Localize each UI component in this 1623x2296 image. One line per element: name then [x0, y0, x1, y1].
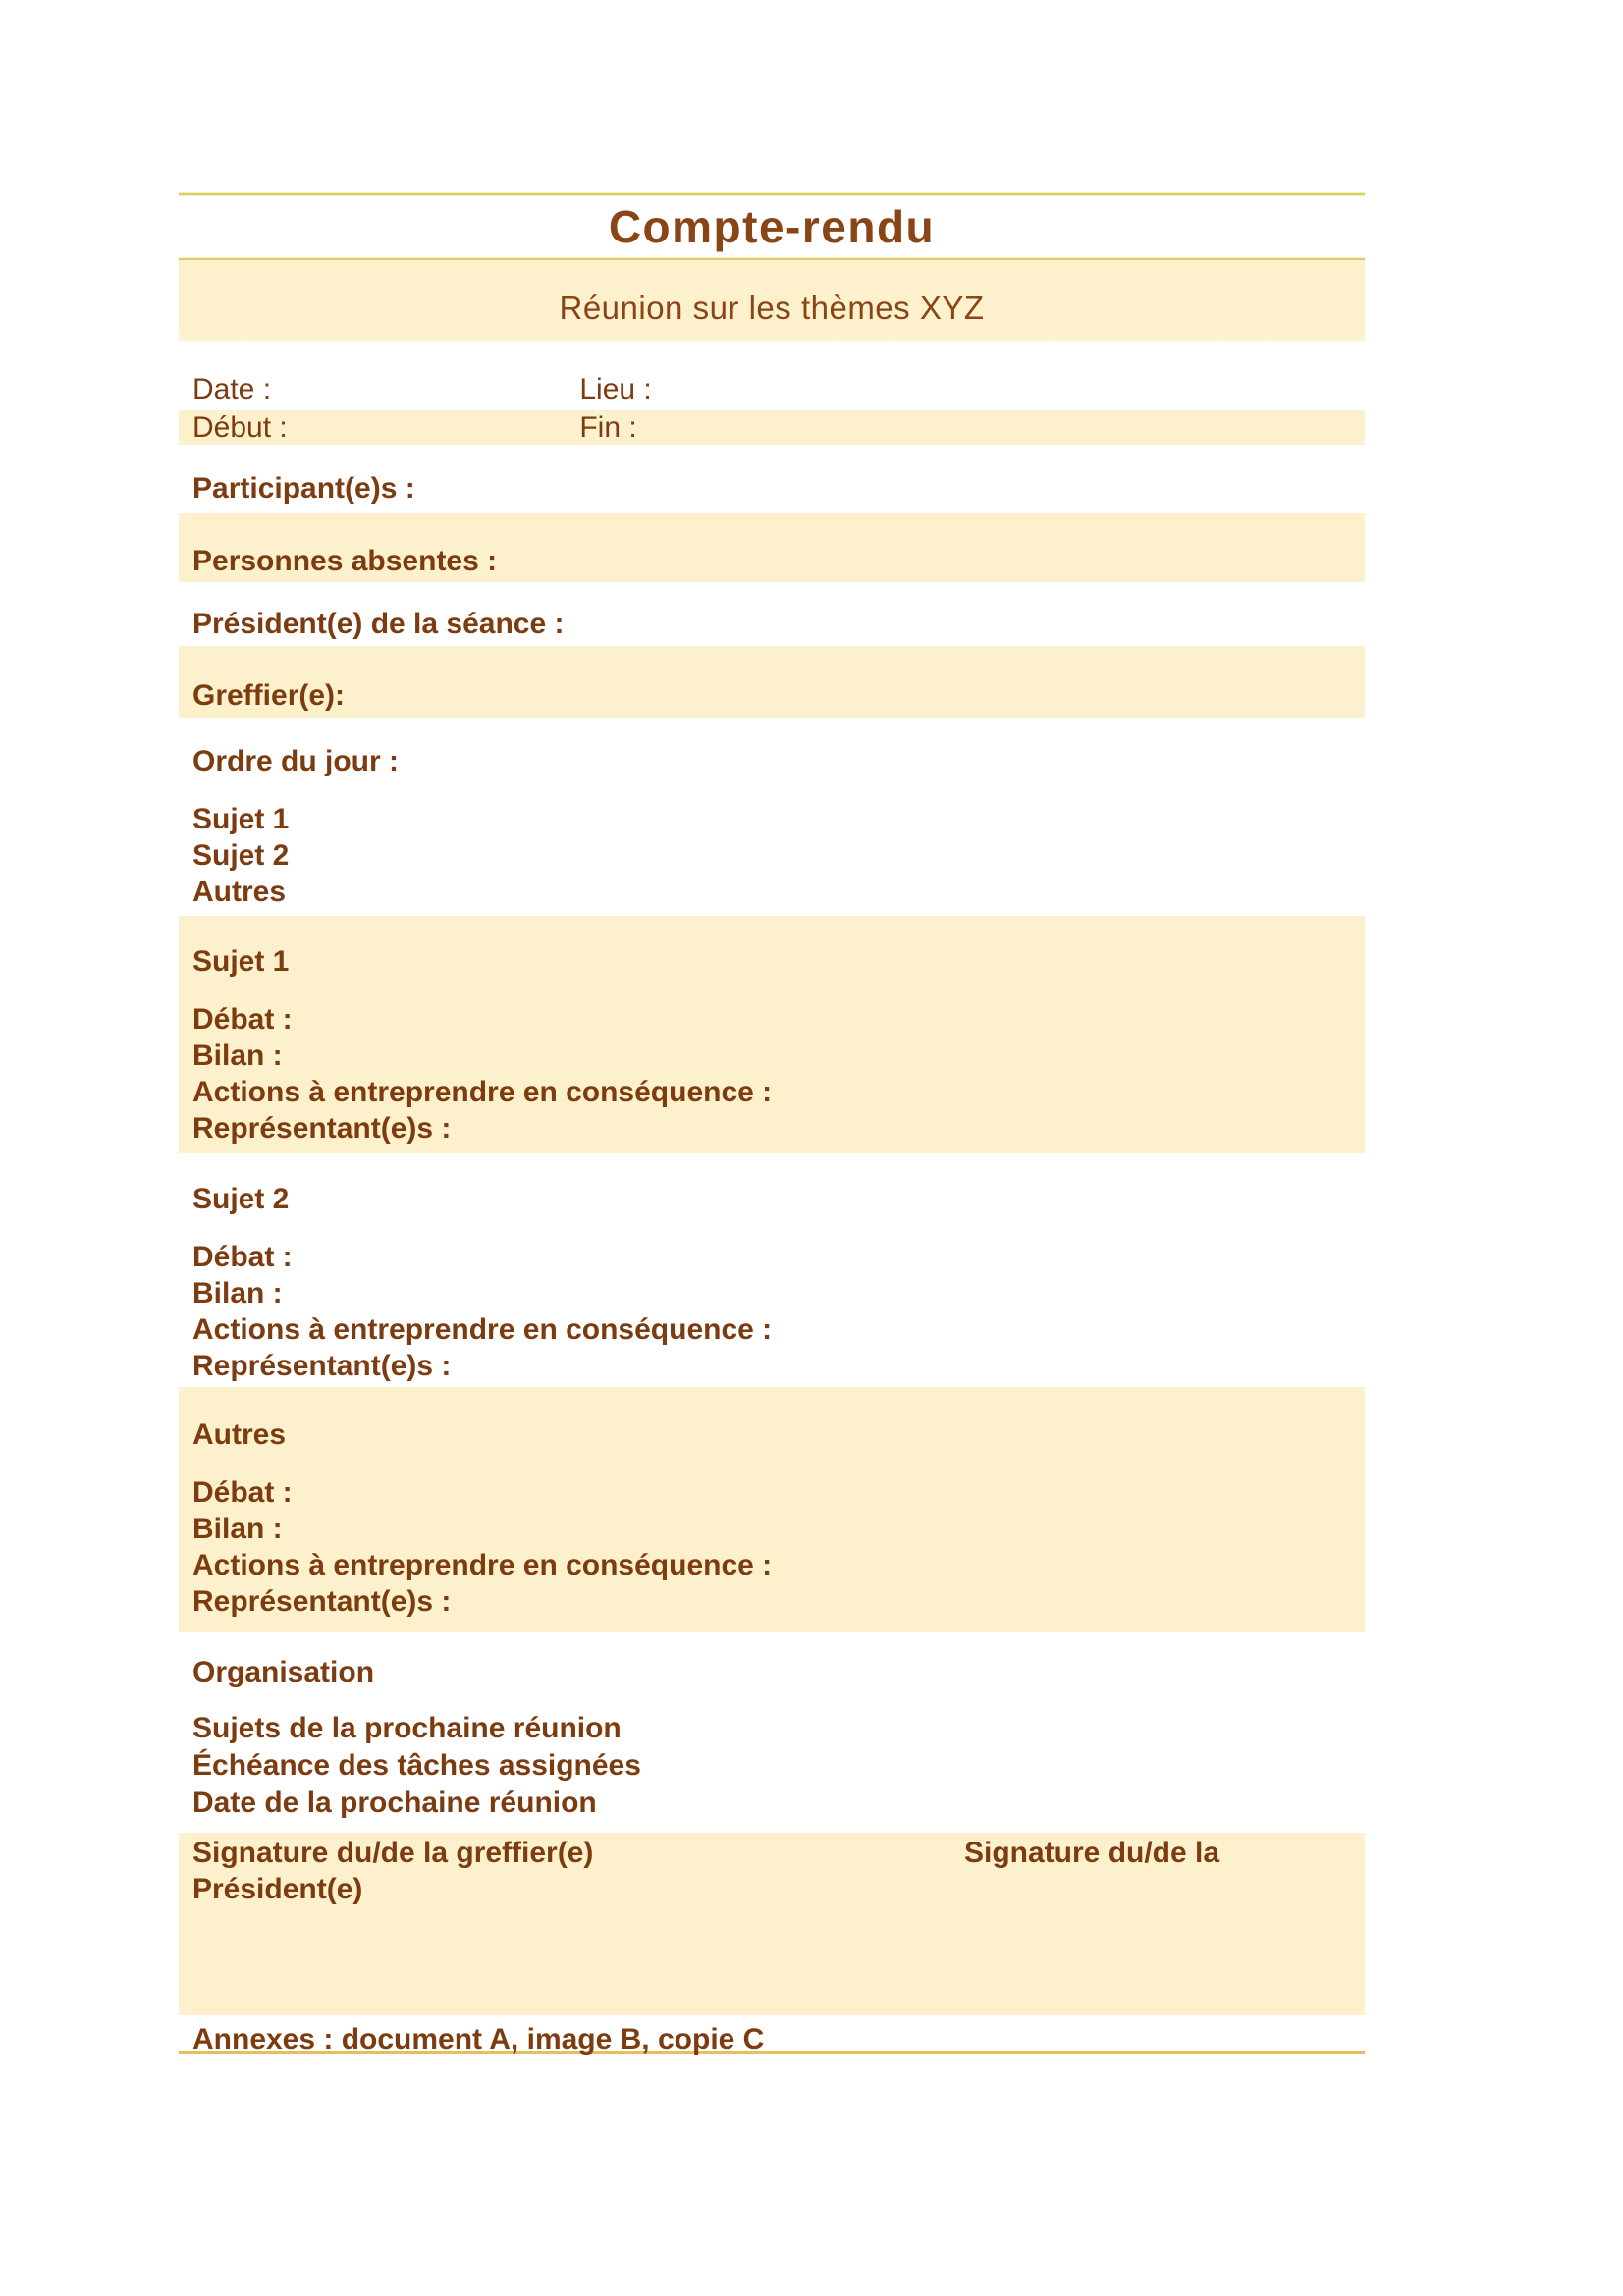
topic-line: Débat :: [192, 1241, 293, 1273]
signatures-section: [179, 1833, 1365, 2015]
date-lieu-line: [192, 371, 1365, 407]
page-title: Compte-rendu: [608, 201, 936, 252]
document-body: [179, 193, 1365, 2054]
topic-autres-heading: Autres: [192, 1418, 287, 1451]
organisation-heading: Organisation: [192, 1656, 375, 1688]
agenda-list: [192, 801, 1365, 910]
organisation-item: Date de la prochaine réunion: [192, 1787, 597, 1819]
topic-autres-lines: [192, 1474, 1365, 1620]
topic-line: Actions à entreprendre en conséquence :: [192, 1549, 773, 1581]
president-row: [179, 582, 1365, 646]
signature-line-2: [192, 1871, 1365, 1907]
signature-president-label-part1: Signature du/de la: [964, 1837, 1220, 1869]
topic-autres-section: [179, 1387, 1365, 1632]
subtitle-band: [179, 260, 1365, 342]
lieu-label: Lieu :: [579, 373, 652, 405]
organisation-item: Sujets de la prochaine réunion: [192, 1712, 622, 1744]
topic-1-section: [179, 916, 1365, 1153]
topic-line: Bilan :: [192, 1513, 283, 1545]
date-label: Date :: [192, 373, 272, 405]
topic-line: Représentant(e)s :: [192, 1585, 452, 1618]
absentes-row: [179, 513, 1365, 582]
topic-line: Représentant(e)s :: [192, 1350, 452, 1382]
agenda-item: Autres: [192, 876, 287, 908]
document-subtitle: Réunion sur les thèmes XYZ: [559, 289, 985, 326]
agenda-item: Sujet 1: [192, 803, 290, 835]
agenda-heading: Ordre du jour :: [192, 745, 399, 777]
debut-fin-line: [192, 410, 1365, 445]
participants-row: [179, 445, 1365, 513]
absentes-label: Personnes absentes :: [192, 545, 498, 577]
organisation-section: [179, 1632, 1365, 1833]
signature-president-label-part2: Président(e): [192, 1873, 363, 1905]
topic-2-section: [179, 1153, 1365, 1387]
signature-line-1: [192, 1835, 1365, 1871]
title-row: [179, 195, 1365, 258]
topic-line: Bilan :: [192, 1277, 283, 1309]
greffier-label: Greffier(e):: [192, 679, 346, 712]
participants-label: Participant(e)s :: [192, 472, 415, 505]
organisation-item: Échéance des tâches assignées: [192, 1749, 641, 1782]
signature-greffier-label: Signature du/de la greffier(e): [192, 1837, 594, 1869]
president-label: Président(e) de la séance :: [192, 608, 565, 640]
annexes-row: [179, 2015, 1365, 2056]
topic-line: Actions à entreprendre en conséquence :: [192, 1313, 773, 1346]
topic-line: Bilan :: [192, 1040, 283, 1072]
agenda-row: [179, 718, 1365, 916]
agenda-item: Sujet 2: [192, 839, 290, 872]
topic-2-heading: Sujet 2: [192, 1183, 290, 1215]
debut-fin-row: [179, 410, 1365, 445]
topic-line: Actions à entreprendre en conséquence :: [192, 1076, 773, 1108]
organisation-list: [192, 1710, 1365, 1822]
debut-label: Début :: [192, 411, 288, 444]
topic-2-lines: [192, 1239, 1365, 1384]
fin-label: Fin :: [579, 411, 637, 444]
date-lieu-row: [179, 342, 1365, 410]
annexes-label: Annexes : document A, image B, copie C: [192, 2023, 765, 2056]
topic-line: Débat :: [192, 1003, 293, 1036]
topic-line: Débat :: [192, 1476, 293, 1509]
greffier-row: [179, 646, 1365, 718]
topic-1-heading: Sujet 1: [192, 945, 290, 978]
topic-line: Représentant(e)s :: [192, 1112, 452, 1145]
topic-1-lines: [192, 1001, 1365, 1147]
